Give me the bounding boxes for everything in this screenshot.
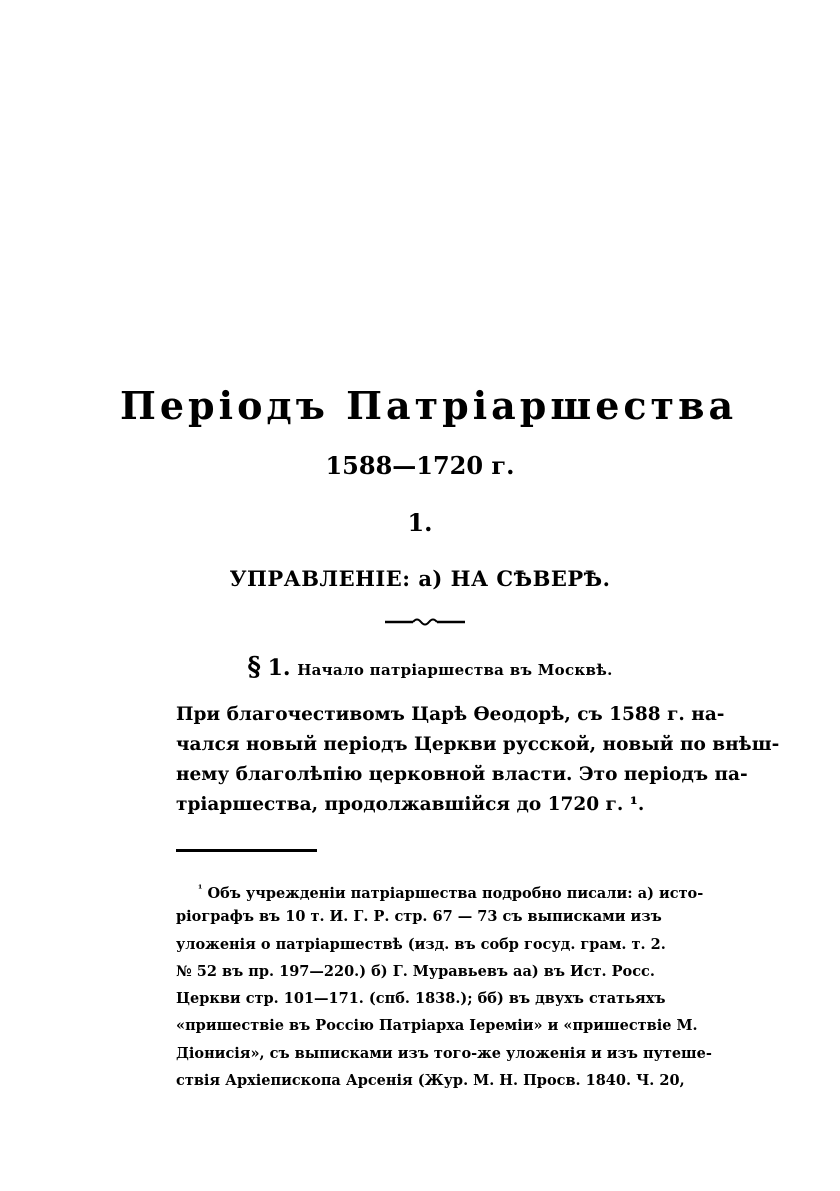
section-heading [150, 652, 710, 682]
section-number: 1. [267, 655, 291, 681]
footnote-line: ствія Архіепископа Арсенія (Жур. М. Н. Просв. 1840. Ч. 20, [176, 1072, 685, 1090]
chapter-number: 1. [407, 508, 433, 537]
paragraph-line: нему благолѣпію церковной власти. Это періодъ па- [176, 764, 748, 785]
main-paragraph [176, 700, 780, 820]
footnote-marker: ¹ [198, 884, 203, 895]
page-title: Періодъ Патріаршества [120, 383, 738, 428]
section-title: Начало патріаршества въ Москвѣ. [297, 661, 613, 679]
footnote-line: Діонисія», съ выписками изъ того-же уложенія и изъ путеше- [176, 1044, 712, 1062]
ornament-divider [385, 612, 465, 632]
footnote-line: уложенія о патріаршествѣ (изд. въ собр госуд. грам. т. 2. [176, 935, 666, 953]
paragraph-line: При благочестивомъ Царѣ Ѳеодорѣ, съ 1588 г. на- [176, 704, 725, 725]
footnote-line: № 52 въ пр. 197—220.) б) Г. Муравьевъ аа) въ Ист. Росс. [176, 962, 655, 980]
footnote-line: «пришествіе въ Россію Патріарха Іереміи» и «пришествіе М. [176, 1017, 698, 1035]
paragraph-line: чался новый періодъ Церкви русской, новый по внѣш- [176, 734, 780, 755]
paragraph-line: тріаршества, продолжавшійся до 1720 г. ¹. [176, 794, 645, 815]
footnote-text: Объ учрежденіи патріаршества подробно писали: а) исто- [207, 884, 704, 902]
footnote-line: Церкви стр. 101—171. (спб. 1838.); бб) въ двухъ статьяхъ [176, 990, 666, 1008]
period-years: 1588—1720 г. [325, 451, 515, 480]
footnote-line [176, 876, 704, 903]
chapter-heading: УПРАВЛЕНІЕ: а) НА СѢВЕРѢ. [229, 566, 611, 591]
footnote [176, 876, 712, 1094]
footnote-line: ріографъ въ 10 т. И. Г. Р. стр. 67 — 73 съ выписками изъ [176, 908, 662, 926]
section-sign: § [247, 652, 261, 682]
footnote-rule [176, 849, 317, 852]
